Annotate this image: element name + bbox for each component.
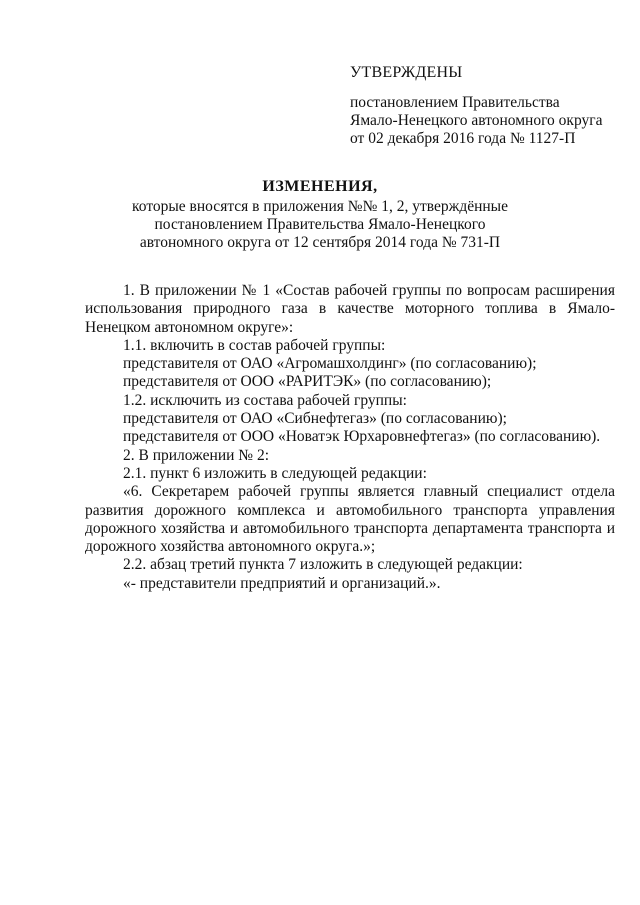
- document-title-block: [100, 178, 540, 252]
- title-subline: постановлением Правительства Ямало-Ненецкого: [154, 216, 486, 233]
- paragraph-2: 2. В приложении № 2:: [123, 446, 270, 464]
- approval-line: от 02 декабря 2016 года № 1127-П: [350, 130, 576, 147]
- approval-line: постановлением Правительства: [350, 94, 560, 111]
- title-subline: которые вносятся в приложения №№ 1, 2, утверждённые: [132, 198, 508, 215]
- approval-heading: УТВЕРЖДЕНЫ: [350, 64, 463, 81]
- approval-line: Ямало-Ненецкого автономного округа: [350, 112, 603, 129]
- paragraph-2-1: 2.1. пункт 6 изложить в следующей редакции:: [123, 464, 427, 482]
- paragraph-2-2: 2.2. абзац третий пункта 7 изложить в следующей редакции:: [123, 556, 523, 574]
- title-subline: автономного округа от 12 сентября 2014 года № 731-П: [139, 234, 501, 251]
- paragraph-1: 1. В приложении № 1 «Состав рабочей группы по вопросам расширения использования природного газа в качестве моторного топлива в Ямало-Ненецком автономном округе»:: [85, 282, 615, 336]
- document-body: [85, 282, 615, 593]
- paragraph-1-1-item: представителя от ОАО «Агромашхолдинг» (по согласованию);: [123, 355, 537, 373]
- paragraph-2-1-quote: «6. Секретарем рабочей группы является главный специалист отдела развития дорожного комплекса и автомобильного транспорта управления дорожного хозяйства и автомобильного транспорта департамента транспорта и дорожного хозяйства автономного округа.»;: [85, 483, 615, 556]
- document-title: ИЗМЕНЕНИЯ,: [262, 178, 378, 195]
- paragraph-1-1: 1.1. включить в состав рабочей группы:: [123, 336, 386, 354]
- paragraph-1-2-item: представителя от ОАО «Сибнефтегаз» (по согласованию);: [123, 410, 507, 428]
- paragraph-2-2-quote: «- представители предприятий и организаций.».: [123, 574, 441, 592]
- paragraph-1-2: 1.2. исключить из состава рабочей группы:: [123, 391, 407, 409]
- paragraph-1-2-item: представителя от ООО «Новатэк Юрхаровнефтегаз» (по согласованию).: [123, 428, 601, 446]
- paragraph-1-1-item: представителя от ООО «РАРИТЭК» (по согласованию);: [123, 373, 492, 391]
- approval-block: [350, 64, 620, 148]
